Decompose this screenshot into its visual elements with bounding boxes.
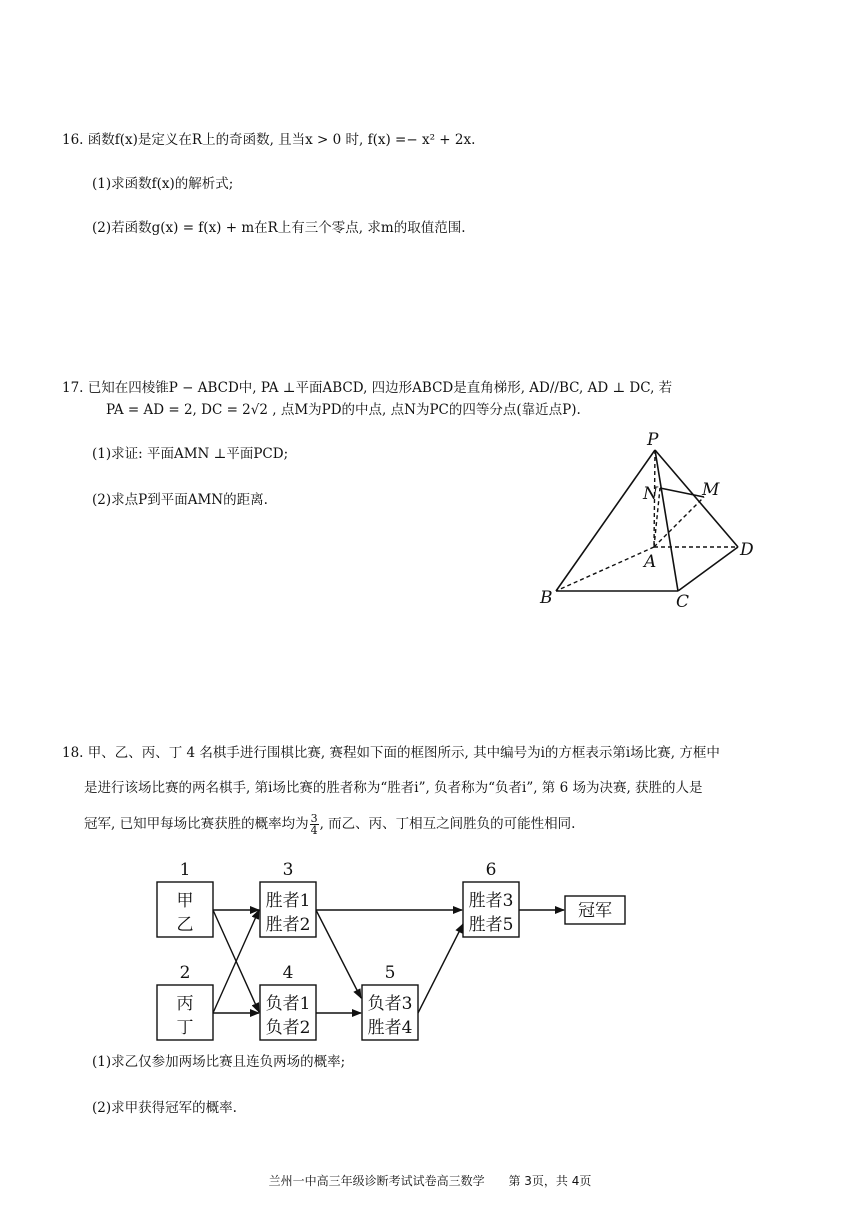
- fraction-numerator: 3: [310, 812, 318, 825]
- bracket-diagram: [145, 850, 645, 1045]
- box4-entry1: 负者1: [265, 994, 311, 1014]
- match-number-6: 6: [485, 860, 497, 880]
- q17-stem-line1: 17. 已知在四棱锥P − ABCD中, PA ⊥平面ABCD, 四边形ABCD是直角梯形, AD//BC, AD ⊥ DC, 若: [62, 380, 673, 396]
- label-P: P: [647, 430, 659, 450]
- q17-part1: (1)求证: 平面AMN ⊥平面PCD;: [92, 446, 289, 462]
- q18-part2: (2)求甲获得冠军的概率.: [92, 1100, 237, 1116]
- footer-title: 兰州一中高三年级诊断考试试卷高三数学: [268, 1174, 485, 1188]
- q18-stem-line3-post: , 而乙、丙、丁相互之间胜负的可能性相同.: [319, 816, 576, 832]
- fraction-denominator: 4: [310, 824, 318, 837]
- label-A: A: [644, 552, 657, 572]
- box2-player1: 丙: [176, 994, 194, 1014]
- champion-label: 冠军: [578, 901, 612, 921]
- q18-stem-line1: 18. 甲、乙、丙、丁 4 名棋手进行围棋比赛, 赛程如下面的框图所示, 其中编号为i的方框表示第i场比赛, 方框中: [62, 745, 720, 761]
- label-B: B: [540, 588, 553, 608]
- box6-entry2: 胜者5: [468, 915, 514, 935]
- q18-stem-line3-pre: 冠军, 已知甲每场比赛获胜的概率均为: [84, 816, 309, 832]
- q17-part2: (2)求点P到平面AMN的距离.: [92, 492, 268, 508]
- label-C: C: [676, 592, 690, 612]
- q16-part1: (1)求函数f(x)的解析式;: [92, 176, 234, 192]
- match-number-2: 2: [179, 963, 191, 983]
- probability-fraction: [310, 813, 319, 836]
- match-number-5: 5: [384, 963, 396, 983]
- box3-entry1: 胜者1: [265, 891, 311, 911]
- match-number-3: 3: [282, 860, 294, 880]
- box1-player1: 甲: [176, 891, 194, 911]
- box1-player2: 乙: [176, 915, 194, 935]
- label-D: D: [740, 540, 754, 560]
- box5-entry2: 胜者4: [367, 1018, 413, 1038]
- box4-entry2: 负者2: [265, 1018, 311, 1038]
- box2-player2: 丁: [176, 1018, 194, 1038]
- q18-stem-line2: 是进行该场比赛的两名棋手, 第i场比赛的胜者称为“胜者i”, 负者称为“负者i”, 第 6 场为决赛, 获胜的人是: [84, 780, 703, 796]
- footer-page-number: 第 3页，共 4页: [508, 1174, 592, 1188]
- box3-entry2: 胜者2: [265, 915, 311, 935]
- page-footer: [0, 1172, 860, 1189]
- box5-entry1: 负者3: [367, 994, 413, 1014]
- label-M: M: [702, 480, 720, 500]
- q18-stem-line3: [84, 813, 575, 836]
- match-number-4: 4: [282, 963, 294, 983]
- q18-part1: (1)求乙仅参加两场比赛且连负两场的概率;: [92, 1054, 346, 1070]
- box6-entry1: 胜者3: [468, 891, 514, 911]
- q16-part2: (2)若函数g(x) = f(x) + m在R上有三个零点, 求m的取值范围.: [92, 220, 466, 236]
- label-N: N: [643, 484, 658, 504]
- pyramid-figure: [530, 425, 770, 615]
- q16-stem: 16. 函数f(x)是定义在R上的奇函数, 且当x > 0 时, f(x) =− x² + 2x.: [62, 132, 476, 148]
- match-number-1: 1: [179, 860, 191, 880]
- q17-stem-line2: PA = AD = 2, DC = 2√2 , 点M为PD的中点, 点N为PC的四等分点(靠近点P).: [106, 402, 581, 418]
